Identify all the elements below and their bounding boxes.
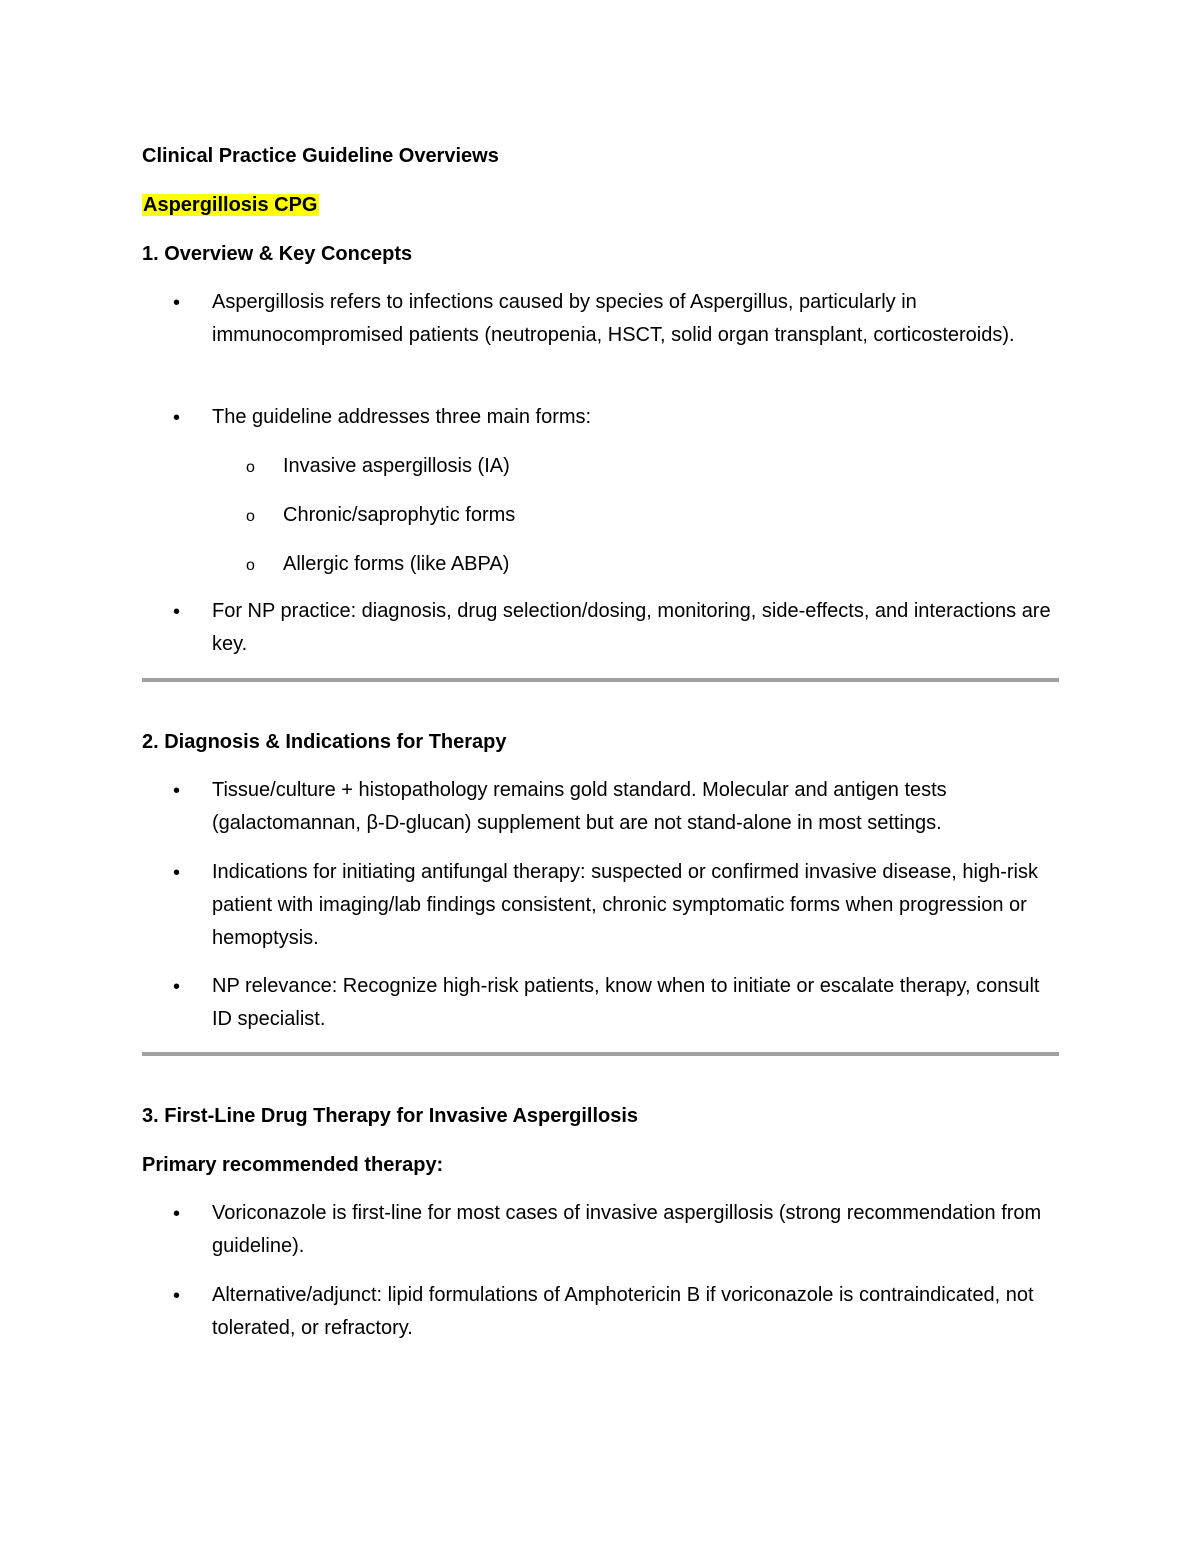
bullet-icon: •	[173, 976, 181, 998]
horizontal-divider	[142, 678, 1059, 682]
list-item: Voriconazole is first-line for most cases of invasive aspergillosis (strong recommendation from guideline).	[212, 1202, 1042, 1257]
list-item: For NP practice: diagnosis, drug selection/dosing, monitoring, side-effects, and interactions are key.	[212, 600, 1051, 655]
highlighted-title	[142, 193, 319, 217]
bullet-icon: •	[173, 292, 181, 314]
section-2-heading: 2. Diagnosis & Indications for Therapy	[142, 731, 507, 753]
sub-list-item: Invasive aspergillosis (IA)	[283, 455, 510, 477]
bullet-icon: •	[173, 1203, 181, 1225]
list-item: The guideline addresses three main forms:	[212, 406, 592, 428]
bullet-icon: •	[173, 601, 181, 623]
circle-bullet-icon: o	[246, 508, 255, 525]
document-title: Clinical Practice Guideline Overviews	[142, 145, 499, 167]
section-1-heading: 1. Overview & Key Concepts	[142, 243, 413, 265]
section-3-subheading: Primary recommended therapy:	[142, 1154, 444, 1176]
list-item: NP relevance: Recognize high-risk patients, know when to initiate or escalate therapy, consult ID specialist.	[212, 975, 1040, 1030]
list-item: Alternative/adjunct: lipid formulations of Amphotericin B if voriconazole is contraindicated, not tolerated, or refractory.	[212, 1284, 1034, 1339]
bullet-icon: •	[173, 1285, 181, 1307]
bullet-icon: •	[173, 780, 181, 802]
sub-list-item: Allergic forms (like ABPA)	[283, 553, 510, 575]
list-item: Indications for initiating antifungal therapy: suspected or confirmed invasive disease, high-risk patient with imaging/lab findings consistent, chronic symptomatic forms when progression or hemoptysis.	[212, 861, 1038, 949]
sub-list-item: Chronic/saprophytic forms	[283, 504, 516, 526]
list-item: Tissue/culture + histopathology remains gold standard. Molecular and antigen tests (galactomannan, β-D-glucan) supplement but are not stand-alone in most settings.	[212, 779, 947, 834]
bullet-icon: •	[173, 407, 181, 429]
circle-bullet-icon: o	[246, 557, 255, 574]
bullet-icon: •	[173, 862, 181, 884]
circle-bullet-icon: o	[246, 459, 255, 476]
list-item: Aspergillosis refers to infections caused by species of Aspergillus, particularly in immunocompromised patients (neutropenia, HSCT, solid organ transplant, corticosteroids).	[212, 291, 1015, 346]
aspergillosis-cpg-label: Aspergillosis CPG	[143, 194, 318, 216]
section-3-heading: 3. First-Line Drug Therapy for Invasive Aspergillosis	[142, 1105, 639, 1127]
horizontal-divider	[142, 1052, 1059, 1056]
